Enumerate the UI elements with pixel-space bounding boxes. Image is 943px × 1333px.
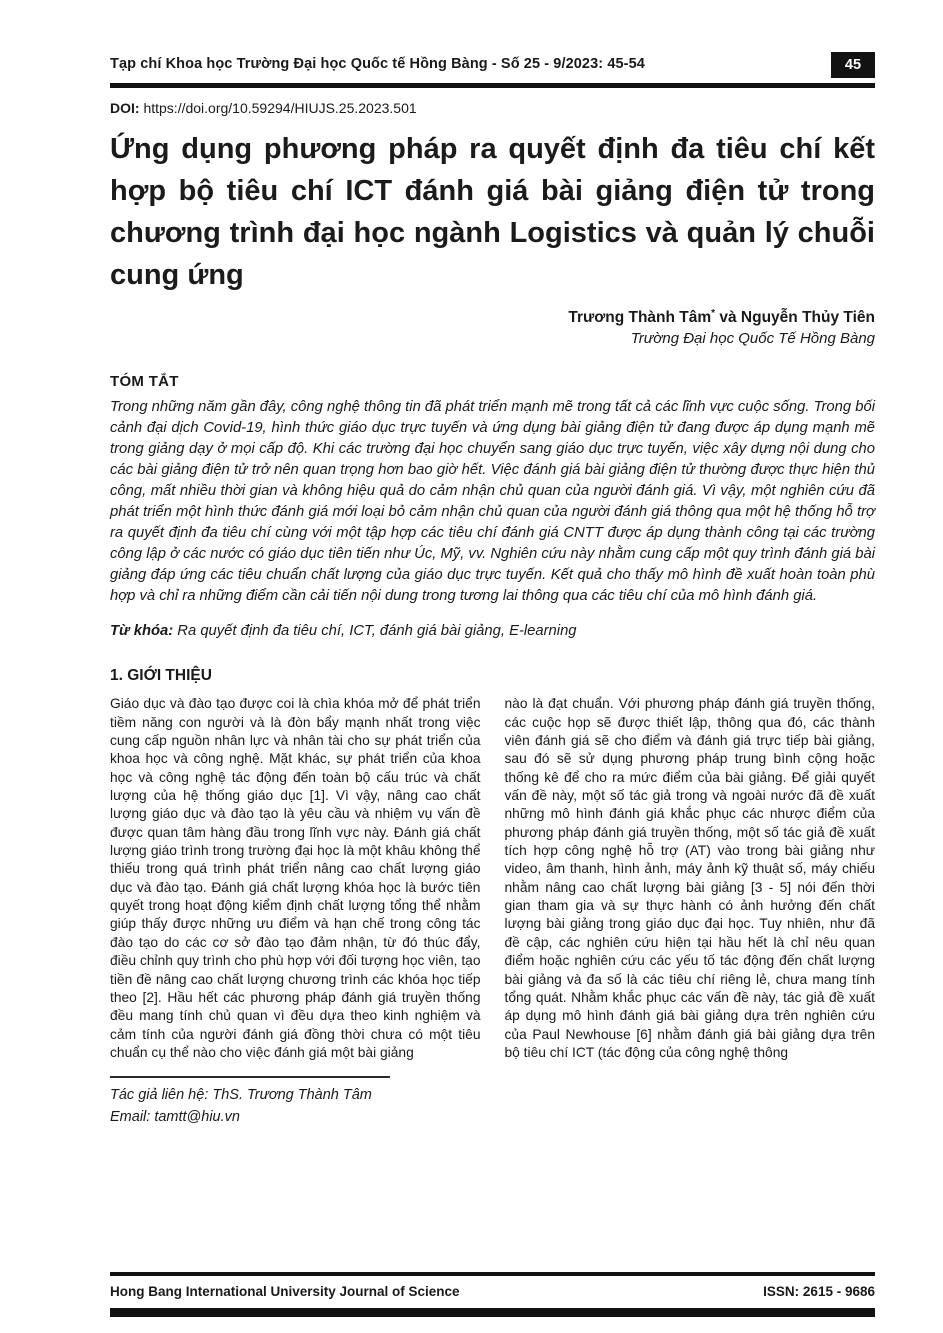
keywords-label: Từ khóa: (110, 623, 174, 640)
abstract-heading: TÓM TẮT (110, 373, 179, 391)
author-line (110, 308, 875, 327)
corresponding-author-line: Tác giả liên hệ: ThS. Trương Thành Tâm (110, 1087, 372, 1104)
author-coauthor: và Nguyễn Thủy Tiên (715, 309, 875, 327)
author-name: Trương Thành Tâm (568, 309, 712, 327)
header-rule (110, 83, 875, 88)
doi-label: DOI: (110, 100, 140, 116)
article-title: Ứng dụng phương pháp ra quyết định đa tiêu chí kết hợp bộ tiêu chí ICT đánh giá bài giảng điện tử trong chương trình đại học ngành Logistics và quản lý chuỗi cung ứng (110, 133, 875, 292)
abstract-text: Trong những năm gần đây, công nghệ thông tin đã phát triển mạnh mẽ trong tất cả các lĩnh vực cuộc sống. Trong bối cảnh đại dịch Covid-19, hình thức giáo dục trực tuyến và ứng dụng bài giảng điện tử đang được áp dụng mạnh mẽ trong giảng dạy ở mọi cấp độ. Khi các trường đại học chuyển sang giáo dục trực tuyến, việc xây dựng nội dung cho các bài giảng điện tử trở nên quan trọng hơn bao giờ hết. Việc đánh giá bài giảng điện tử thường được thực hiện thủ công, mất nhiều thời gian và không hiệu quả do cảm nhận chủ quan của người đánh giá. Vì vậy, một nghiên cứu đã phát triển một hình thức đánh giá mới loại bỏ cảm nhận chủ quan của người đánh giá thông qua một hệ thống hỗ trợ ra quyết định đa tiêu chí cùng với một tập hợp các tiêu chí đánh giá CNTT được áp dụng thành công tại các trường công lập ở các nước có giáo dục tiên tiến như Úc, Mỹ, vv. Nghiên cứu này nhằm cung cấp một quy trình đánh giá bài giảng đáp ứng các tiêu chuẩn chất lượng của giáo dục trực tuyến. Kết quả cho thấy mô hình đề xuất hoàn toàn phù hợp và chỉ ra những điểm cần cải tiến nội dung trong tương lai thông qua các tiêu chí của mô hình đánh giá. (110, 399, 875, 605)
keywords-line (110, 623, 875, 639)
page-header (110, 52, 875, 78)
body-columns (110, 695, 875, 1062)
footer-rule-top (110, 1272, 875, 1276)
keywords-text: Ra quyết định đa tiêu chí, ICT, đánh giá bài giảng, E-learning (173, 623, 577, 640)
footer-row (110, 1284, 875, 1299)
body-column-right: nào là đạt chuẩn. Với phương pháp đánh giá truyền thống, các cuộc họp sẽ được thiết lập, thông qua đó, các thành viên đánh giá sẽ cho điểm và đánh giá trực tiếp bài giảng, sau đó sẽ sử dụng phương pháp trung bình cộng hoặc thống kê để cho ra mức điểm của bài giảng. Để giải quyết vấn đề này, một số tác giả trong và ngoài nước đã đề xuất những mô hình đánh giá khắc phục các nhược điểm của phương pháp đánh giá truyền thống, một số tác giả đề xuất tích hợp công nghệ hỗ trợ (AT) vào trong bài giảng như video, âm thanh, hình ảnh, máy ảnh kỹ thuật số, máy chiếu nhằm nâng cao chất lượng bài giảng [3 - 5] nói đến thời gian tham gia và sự thực hành có ảnh hưởng đến chất lượng bài giảng trong giáo dục đại học. Tuy nhiên, như đã đề cập, các nghiên cứu hiện tại hầu hết là chỉ nêu quan điểm hoặc nghiên cứu các yếu tố tác động đến chất lượng bài giảng và đa số là các tiêu chí riêng lẻ, chưa mang tính tổng quát. Nhằm khắc phục các vấn đề này, tác giả đề xuất áp dụng mô hình đánh giá bài giảng dựa trên nghiên cứu của Paul Newhouse [6] nhằm đánh giá bài giảng dựa trên bộ tiêu chí ICT (tác động của công nghệ thông (504, 696, 875, 1060)
doi-link[interactable]: https://doi.org/10.59294/HIUJS.25.2023.501 (143, 100, 417, 116)
doi-line (110, 100, 875, 116)
page-number-badge: 45 (831, 52, 875, 78)
body-column-left: Giáo dục và đào tạo được coi là chìa khóa mở để phát triển tiềm năng con người và là đòn bẩy mạnh nhất trong việc cung cấp nguồn nhân lực và nhân tài cho sự phát triển của khoa học và công nghệ. Mặt khác, sự phát triển của khoa học và công nghệ tác động đến toàn bộ cấu trúc và chất lượng của hệ thống giáo dục [1]. Vì vậy, nâng cao chất lượng giáo dục và đào tạo là yêu cầu và nhiệm vụ vấn đề được quan tâm hàng đầu trong lĩnh vực này. Đánh giá chất lượng giáo trình trong trường đại học là một khâu không thể thiếu trong quá trình phát triển nâng cao chất lượng giáo dục và đào tạo. Đánh giá chất lượng khóa học là bước tiên quyết trong hoạt động kiểm định chất lượng tổng thể nhằm giúp thấy được những ưu điểm và hạn chế trong công tác đào tạo do các cơ sở đào tạo đảm nhận, từ đó thúc đẩy, điều chỉnh quy trình cho phù hợp với đối tượng học viên, tạo tiền đề nâng cao chất lượng chương trình các khóa học tiếp theo [2]. Hầu hết các phương pháp đánh giá truyền thống đều mang tính chủ quan vì đều dựa theo kinh nghiệm và cảm tính của người đánh giá đồng thời chưa có một tiêu chuẩn cụ thể nào cho việc đánh giá một bài giảng (110, 696, 481, 1060)
footer-issn: ISSN: 2615 - 9686 (763, 1284, 875, 1299)
footer-journal-name: Hong Bang International University Journal of Science (110, 1284, 460, 1299)
section-1-heading: 1. GIỚI THIỆU (110, 667, 212, 685)
journal-title-line: Tạp chí Khoa học Trường Đại học Quốc tế Hồng Bàng - Số 25 - 9/2023: 45-54 (110, 56, 645, 72)
page-footer (110, 1272, 875, 1317)
corresponding-author-email[interactable]: Email: tamtt@hiu.vn (110, 1109, 240, 1126)
footnote-divider (110, 1076, 390, 1078)
footer-rule-bottom (110, 1308, 875, 1317)
author-affiliation-marker: * (711, 308, 716, 320)
affiliation-line: Trường Đại học Quốc Tế Hồng Bàng (630, 330, 875, 348)
